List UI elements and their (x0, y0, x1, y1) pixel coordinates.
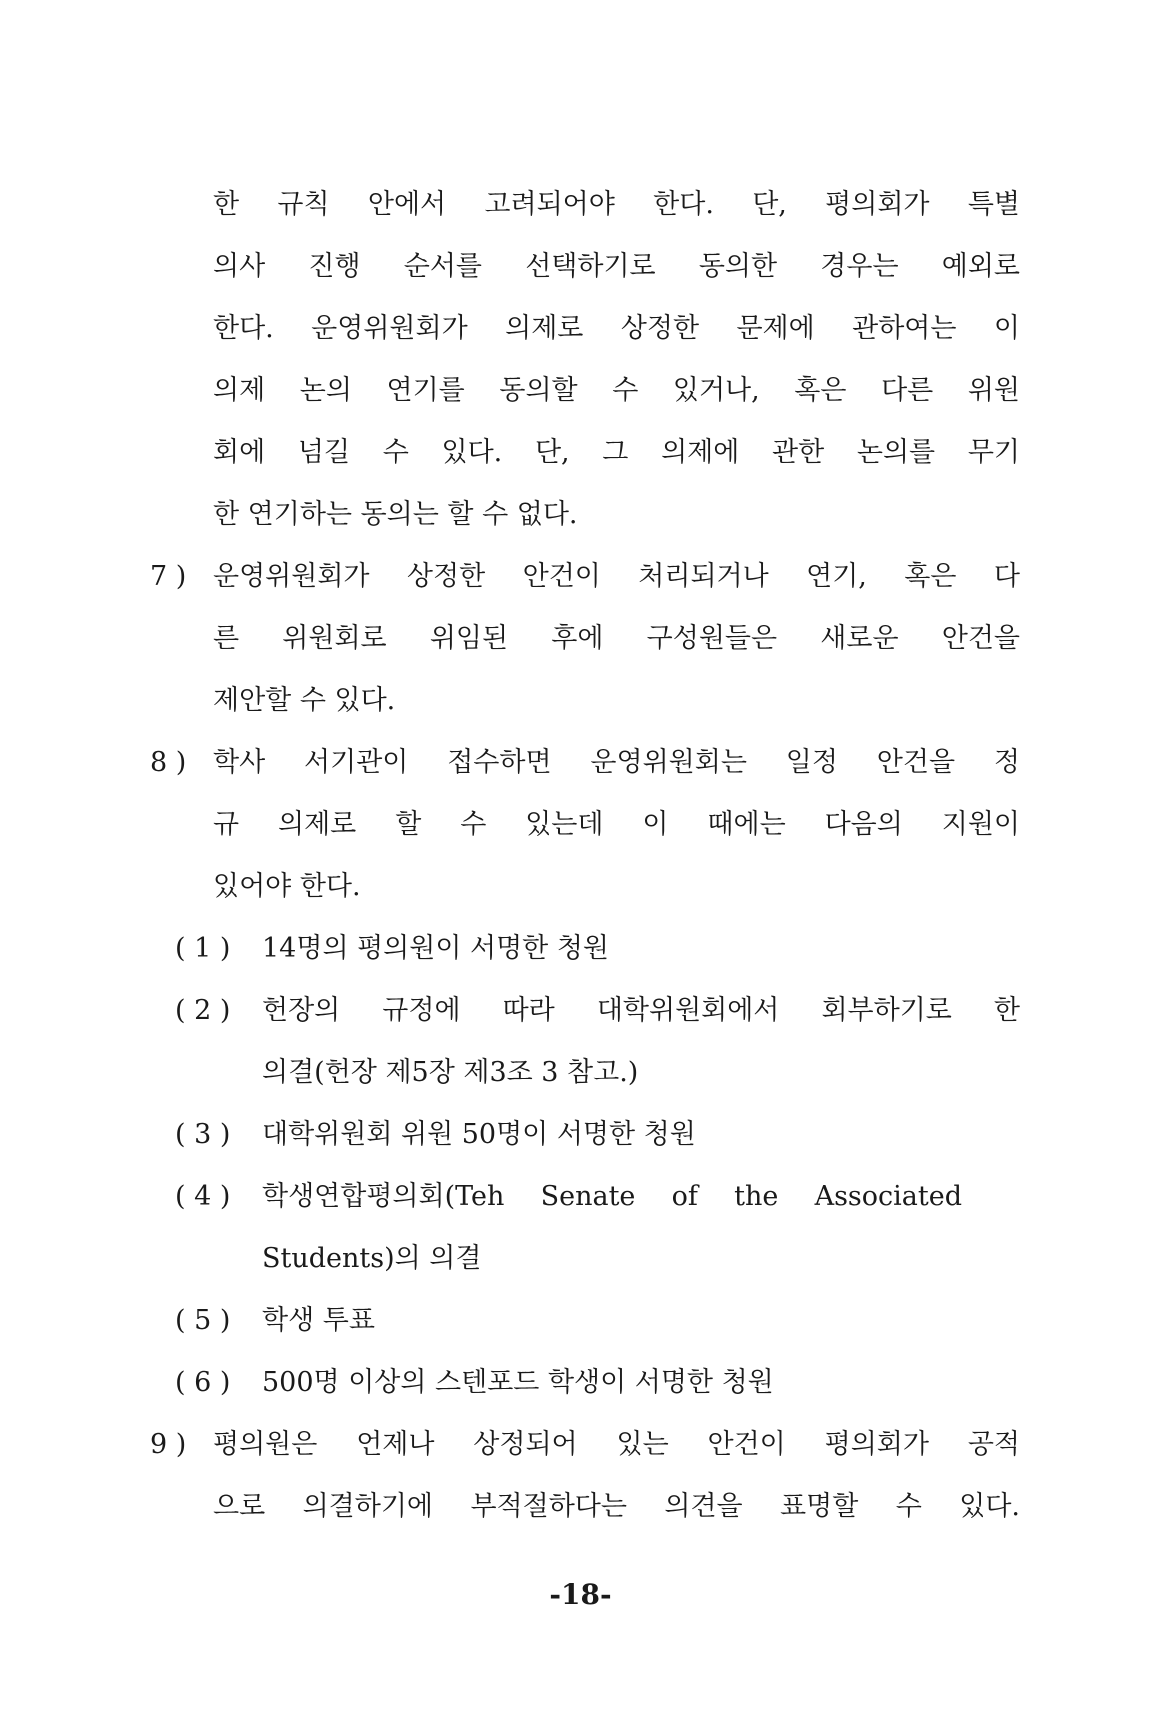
item-number: 7 ) (150, 561, 187, 592)
text-line: 운영위원회가 상정한 안건이 처리되거나 연기, 혹은 다 (213, 561, 1020, 592)
sub-item-number: ( 4 ) (175, 1181, 231, 1212)
text-line: 500명 이상의 스텐포드 학생이 서명한 청원 (262, 1367, 774, 1398)
text-line: 한 연기하는 동의는 할 수 없다. (213, 499, 578, 530)
sub-item-number: ( 2 ) (175, 995, 231, 1026)
sub-item-number: ( 3 ) (175, 1119, 231, 1150)
text-line: 있어야 한다. (213, 871, 361, 902)
text-line: 제안할 수 있다. (213, 685, 396, 716)
text-line: 학생연합평의회(Teh Senate of the Associated (262, 1181, 962, 1212)
text-line: 으로 의결하기에 부적절하다는 의견을 표명할 수 있다. (213, 1491, 1020, 1522)
text-line: 평의원은 언제나 상정되어 있는 안건이 평의회가 공적 (213, 1429, 1020, 1460)
item-number: 9 ) (150, 1429, 187, 1460)
text-line: 의결(헌장 제5장 제3조 3 참고.) (262, 1057, 639, 1088)
text-line: 14명의 평의원이 서명한 청원 (262, 933, 610, 964)
sub-item-number: ( 1 ) (175, 933, 231, 964)
text-line: 헌장의 규정에 따라 대학위원회에서 회부하기로 한 (262, 995, 1020, 1026)
text-line: 한다. 운영위원회가 의제로 상정한 문제에 관하여는 이 (213, 313, 1020, 344)
sub-item-number: ( 5 ) (175, 1305, 231, 1336)
text-line: 규 의제로 할 수 있는데 이 때에는 다음의 지원이 (213, 809, 1020, 840)
text-line: 른 위원회로 위임된 후에 구성원들은 새로운 안건을 (213, 623, 1020, 654)
text-line: 의사 진행 순서를 선택하기로 동의한 경우는 예외로 (213, 251, 1020, 282)
text-line: 한 규칙 안에서 고려되어야 한다. 단, 평의회가 특별 (213, 189, 1020, 220)
page-number: -18- (549, 1578, 612, 1611)
text-line: 회에 넘길 수 있다. 단, 그 의제에 관한 논의를 무기 (213, 437, 1020, 468)
text-line: 학사 서기관이 접수하면 운영위원회는 일정 안건을 정 (213, 747, 1020, 778)
item-number: 8 ) (150, 747, 187, 778)
text-line: 의제 논의 연기를 동의할 수 있거나, 혹은 다른 위원 (213, 375, 1020, 406)
sub-item-number: ( 6 ) (175, 1367, 231, 1398)
text-line: 대학위원회 위원 50명이 서명한 청원 (262, 1119, 696, 1150)
text-line: 학생 투표 (262, 1305, 375, 1336)
text-line: Students)의 의결 (262, 1243, 482, 1274)
